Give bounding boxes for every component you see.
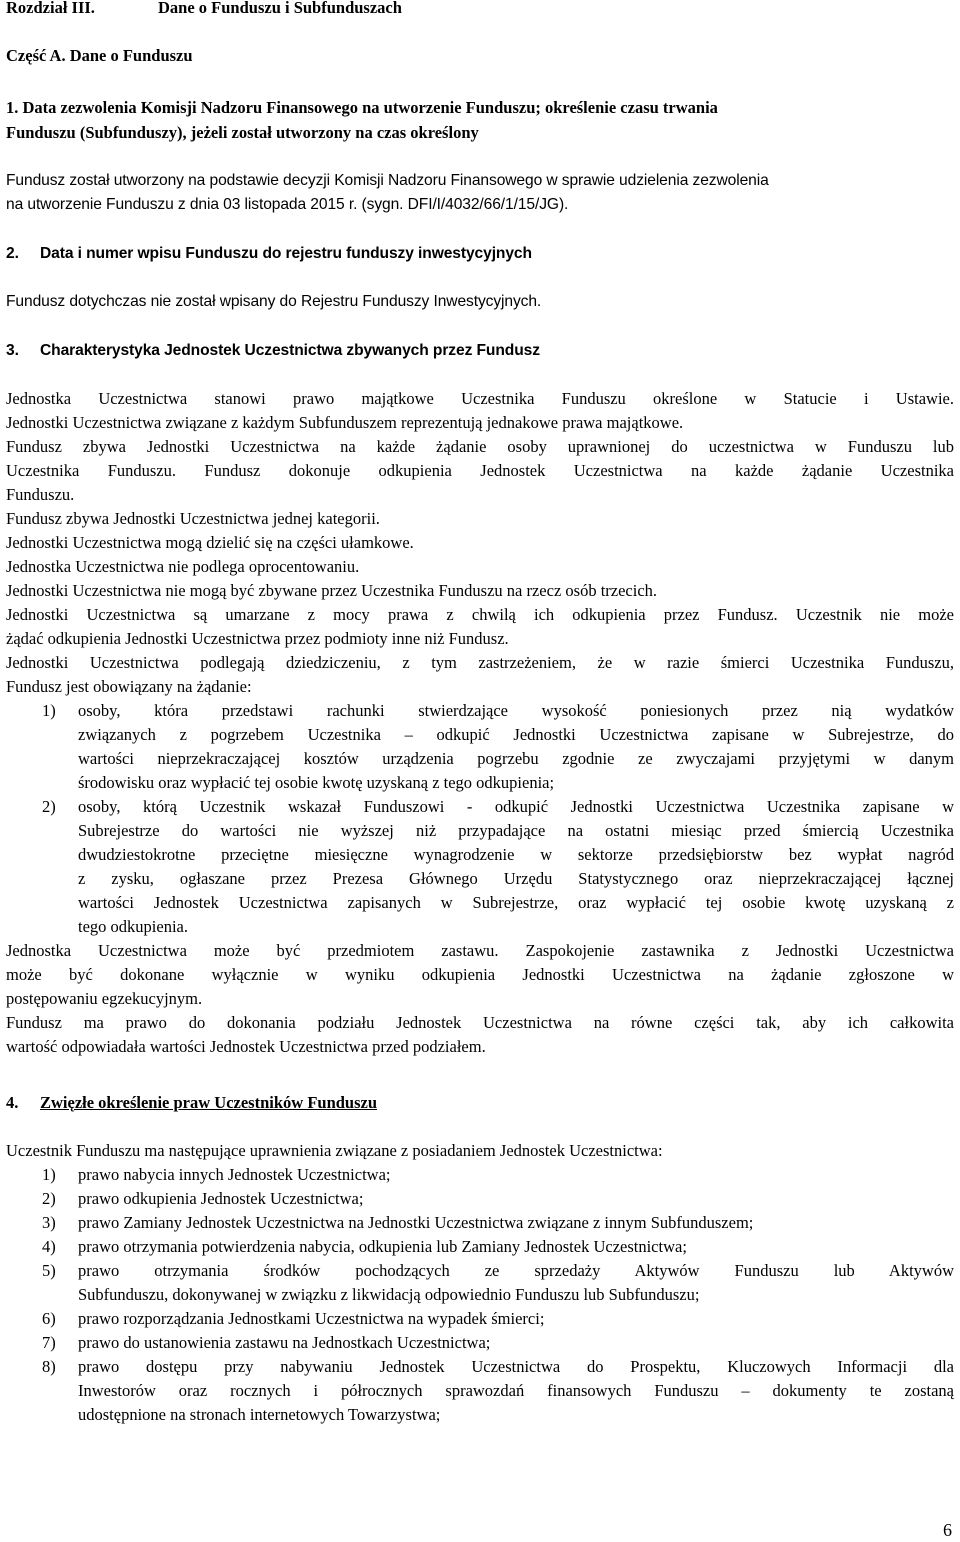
- list-number: 1): [42, 1165, 56, 1184]
- paragraph: Jednostki Uczestnictwa mogą dzielić się na części ułamkowe.: [6, 533, 414, 552]
- section-3-list: [6, 699, 954, 939]
- paragraph: Jednostki Uczestnictwa są umarzane z mocy prawa z chwilą ich odkupienia przez Fundusz. Uczestnik nie może: [6, 605, 954, 624]
- list-item: [6, 1235, 954, 1259]
- paragraph: Jednostki Uczestnictwa związane z każdym Subfunduszem reprezentują jednakowe prawa majątkowe.: [6, 413, 684, 432]
- list-line: prawo rozporządzania Jednostkami Uczestnictwa na wypadek śmierci;: [78, 1309, 545, 1328]
- list-item: [6, 699, 954, 795]
- list-line: Inwestorów oraz rocznych i półrocznych sprawozdań finansowych Funduszu – dokumenty te zostaną: [78, 1381, 954, 1400]
- section-2-number: 2.: [6, 245, 19, 262]
- section-2-heading: [6, 242, 532, 266]
- section-4-intro: Uczestnik Funduszu ma następujące uprawnienia związane z posiadaniem Jednostek Uczestnictwa:: [6, 1141, 663, 1160]
- paragraph-cont: postępowaniu egzekucyjnym.: [6, 989, 203, 1008]
- section-3-closing: [6, 939, 954, 1059]
- list-line: dwudziestokrotne przeciętne miesięczne wynagrodzenie w sektorze przedsiębiorstw bez wypłat nagród: [78, 845, 954, 864]
- section-1-heading: 1. Data zezwolenia Komisji Nadzoru Finansowego na utworzenie Funduszu; określenie czasu trwania: [6, 98, 718, 117]
- paragraph: Jednostka Uczestnictwa nie podlega oprocentowaniu.: [6, 557, 360, 576]
- section-4-list: [6, 1163, 954, 1427]
- list-number: 7): [42, 1333, 56, 1352]
- list-item: [6, 1259, 954, 1307]
- list-item: [6, 795, 954, 939]
- paragraph-cont: wartość odpowiadała wartości Jednostek Uczestnictwa przed podziałem.: [6, 1037, 486, 1056]
- section-1-heading-cont: Funduszu (Subfunduszy), jeżeli został utworzony na czas określony: [6, 123, 479, 142]
- list-number: 3): [42, 1213, 56, 1232]
- section-4-number: 4.: [6, 1093, 19, 1112]
- paragraph: Jednostka Uczestnictwa może być przedmiotem zastawu. Zaspokojenie zastawnika z Jednostki Uczestnictwa: [6, 941, 954, 960]
- section-4-heading: [6, 1091, 377, 1115]
- section-2-body: Fundusz dotychczas nie został wpisany do Rejestru Funduszy Inwestycyjnych.: [6, 293, 542, 310]
- paragraph: Jednostki Uczestnictwa nie mogą być zbywane przez Uczestnika Funduszu na rzecz osób trzecich.: [6, 581, 658, 600]
- list-line: prawo dostępu przy nabywaniu Jednostek Uczestnictwa do Prospektu, Kluczowych Informacji dla: [78, 1357, 954, 1376]
- list-line: prawo Zamiany Jednostek Uczestnictwa na Jednostki Uczestnictwa związane z innym Subfunduszem;: [78, 1213, 754, 1232]
- list-line: udostępnione na stronach internetowych Towarzystwa;: [78, 1405, 441, 1424]
- list-line: prawo do ustanowienia zastawu na Jednostkach Uczestnictwa;: [78, 1333, 491, 1352]
- list-line: wartości nieprzekraczającej kosztów urządzenia pogrzebu zgodnie ze zwyczajami przyjętymi w danym: [78, 749, 954, 768]
- part-heading: Część A. Dane o Funduszu: [6, 46, 193, 65]
- list-number: 4): [42, 1237, 56, 1256]
- list-line: prawo nabycia innych Jednostek Uczestnictwa;: [78, 1165, 391, 1184]
- list-number: 8): [42, 1357, 56, 1376]
- section-3-number: 3.: [6, 342, 19, 359]
- section-3-heading: [6, 339, 540, 363]
- paragraph: Jednostka Uczestnictwa stanowi prawo majątkowe Uczestnika Funduszu określone w Statucie i Ustawie.: [6, 389, 954, 408]
- chapter-title: Dane o Funduszu i Subfunduszach: [158, 0, 402, 17]
- page-number: 6: [943, 1520, 952, 1540]
- list-number: 2): [42, 797, 56, 816]
- section-3-title: Charakterystyka Jednostek Uczestnictwa zbywanych przez Fundusz: [40, 342, 540, 359]
- list-line: wartości Jednostek Uczestnictwa zapisanych w Subrejestrze, oraz wypłacić tej osobie kwotę uzyskaną z: [78, 893, 954, 912]
- list-line: osoby, która przedstawi rachunki stwierdzające wysokość poniesionych przez nią wydatków: [78, 701, 954, 720]
- chapter-label: Rozdział III.: [6, 0, 95, 17]
- section-1-body-cont: na utworzenie Funduszu z dnia 03 listopada 2015 r. (sygn. DFI/I/4032/66/1/15/JG).: [6, 196, 569, 213]
- section-2-title: Data i numer wpisu Funduszu do rejestru funduszy inwestycyjnych: [40, 245, 532, 262]
- list-number: 2): [42, 1189, 56, 1208]
- list-line: prawo odkupienia Jednostek Uczestnictwa;: [78, 1189, 364, 1208]
- list-line: z zysku, ogłaszane przez Prezesa Głównego Urzędu Statystycznego oraz nieprzekraczającej łącznej: [78, 869, 954, 888]
- list-number: 1): [42, 701, 56, 720]
- list-item: [6, 1163, 954, 1187]
- list-line: prawo otrzymania środków pochodzących ze sprzedaży Aktywów Funduszu lub Aktywów: [78, 1261, 954, 1280]
- list-line: Subrejestrze do wartości nie wyższej niż przypadające na ostatni miesiąc przed śmiercią Uczestnika: [78, 821, 954, 840]
- list-item: [6, 1307, 954, 1331]
- paragraph: Fundusz ma prawo do dokonania podziału Jednostek Uczestnictwa na równe części tak, aby ich całkowita: [6, 1013, 954, 1032]
- paragraph-cont: żądać odkupienia Jednostki Uczestnictwa przez podmioty inne niż Fundusz.: [6, 629, 509, 648]
- paragraph-cont: może być dokonane wyłącznie w wyniku odkupienia Jednostki Uczestnictwa na żądanie zgłoszone w: [6, 965, 954, 984]
- section-1-body: Fundusz został utworzony na podstawie decyzji Komisji Nadzoru Finansowego w sprawie udzielenia zezwolenia: [6, 172, 769, 189]
- list-item: [6, 1211, 954, 1235]
- list-line: środowisku oraz wypłacić tej osobie kwotę uzyskaną z tego odkupienia;: [78, 773, 555, 792]
- paragraph-cont: Fundusz jest obowiązany na żądanie:: [6, 677, 252, 696]
- list-line: osoby, którą Uczestnik wskazał Funduszowi - odkupić Jednostki Uczestnictwa Uczestnika zapisane w: [78, 797, 954, 816]
- list-number: 5): [42, 1261, 56, 1280]
- list-item: [6, 1331, 954, 1355]
- paragraph-cont: Funduszu.: [6, 485, 75, 504]
- paragraph: Fundusz zbywa Jednostki Uczestnictwa jednej kategorii.: [6, 509, 380, 528]
- list-item: [6, 1355, 954, 1427]
- paragraph-cont: Uczestnika Funduszu. Fundusz dokonuje odkupienia Jednostek Uczestnictwa na każde żądanie Uczestnika: [6, 461, 954, 480]
- list-line: związanych z pogrzebem Uczestnika – odkupić Jednostki Uczestnictwa zapisane w Subrejestrze, do: [78, 725, 954, 744]
- list-item: [6, 1187, 954, 1211]
- paragraph: Fundusz zbywa Jednostki Uczestnictwa na każde żądanie osoby uprawnionej do uczestnictwa w Funduszu lub: [6, 437, 954, 456]
- list-line: tego odkupienia.: [78, 917, 188, 936]
- list-line: prawo otrzymania potwierdzenia nabycia, odkupienia lub Zamiany Jednostek Uczestnictwa;: [78, 1237, 687, 1256]
- paragraph: Jednostki Uczestnictwa podlegają dziedziczeniu, z tym zastrzeżeniem, że w razie śmierci Uczestnika Funduszu,: [6, 653, 954, 672]
- section-3-paragraphs: [6, 387, 954, 699]
- list-number: 6): [42, 1309, 56, 1328]
- list-line: Subfunduszu, dokonywanej w związku z likwidacją odpowiednio Funduszu lub Subfunduszu;: [78, 1285, 700, 1304]
- section-4-title: Zwięzłe określenie praw Uczestników Funduszu: [40, 1093, 378, 1112]
